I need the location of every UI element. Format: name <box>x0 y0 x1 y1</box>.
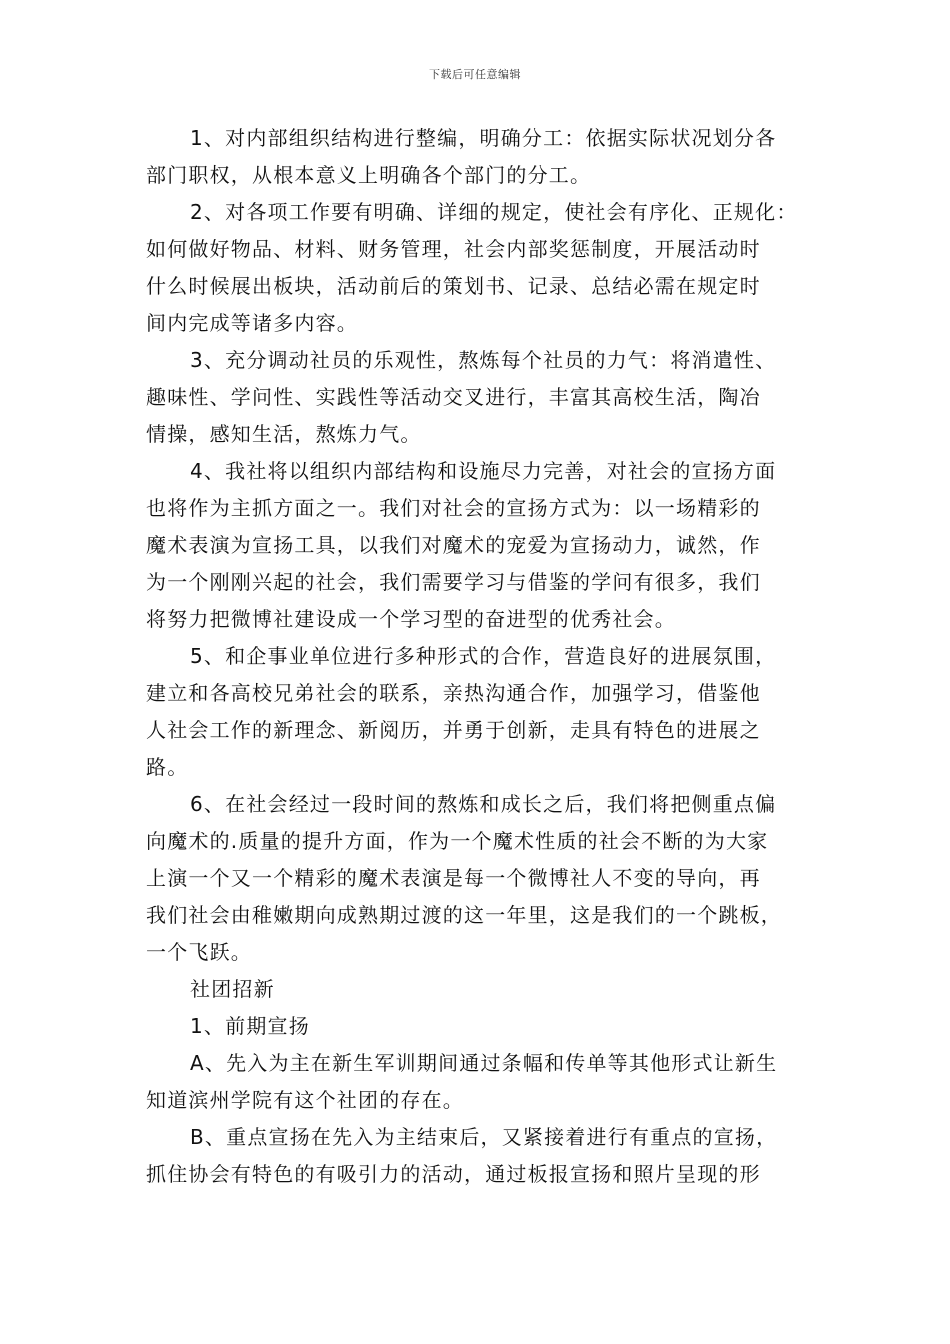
paragraph-b: B、重点宣扬在先入为主结束后，又紧接着进行有重点的宣扬， 抓住协会有特色的有吸引力的活动，通过板报宣扬和照片呈现的形 <box>146 1125 778 1186</box>
paragraph-5: 5、和企事业单位进行多种形式的合作，营造良好的进展氛围， 建立和各高校兄弟社会的联系，亲热沟通合作，加强学习，借鉴他 人社会工作的新理念、新阅历，并勇于创新，走具有特色的进展之 路。 <box>146 644 777 779</box>
paragraph-6: 6、在社会经过一段时间的熬炼和成长之后，我们将把侧重点偏 向魔术的.质量的提升方面，作为一个魔术性质的社会不断的为大家 上演一个又一个精彩的魔术表演是每一个微博社人不变的导向，再 我们社会由稚嫩期向成熟期过渡的这一年里，这是我们的一个跳板， 一个飞跃。 <box>146 792 782 964</box>
paragraph-a: A、先入为主在新生军训期间通过条幅和传单等其他形式让新生 知道滨州学院有这个社团的存在。 <box>146 1051 778 1112</box>
paragraph-1: 1、对内部组织结构进行整编，明确分工：依据实际状况划分各 部门职权，从根本意义上明确各个部门的分工。 <box>146 126 777 187</box>
paragraph-2: 2、对各项工作要有明确、详细的规定，使社会有序化、正规化： 如何做好物品、材料、财务管理，社会内部奖惩制度，开展活动时 什么时候展出板块，活动前后的策划书、记录、总结必需在规定时 间内完成等诸多内容。 <box>146 200 798 335</box>
page-header: 下载后可任意编辑 <box>429 68 521 81</box>
section-heading: 社团招新 <box>190 977 275 1001</box>
paragraph-3: 3、充分调动社员的乐观性，熬炼每个社员的力气：将消遣性、 趣味性、学问性、实践性等活动交叉进行，丰富其高校生活，陶冶 情操，感知生活，熬炼力气。 <box>146 348 777 446</box>
document-body <box>146 120 810 1193</box>
subsection-heading: 1、前期宣扬 <box>190 1014 310 1038</box>
paragraph-4: 4、我社将以组织内部结构和设施尽力完善，对社会的宣扬方面 也将作为主抓方面之一。我们对社会的宣扬方式为：以一场精彩的 魔术表演为宣扬工具，以我们对魔术的宠爱为宣扬动力，诚然，作 为一个刚刚兴起的社会，我们需要学习与借鉴的学问有很多，我们 将努力把微博社建设成一个学习型的奋进型的优秀社会。 <box>146 459 777 631</box>
